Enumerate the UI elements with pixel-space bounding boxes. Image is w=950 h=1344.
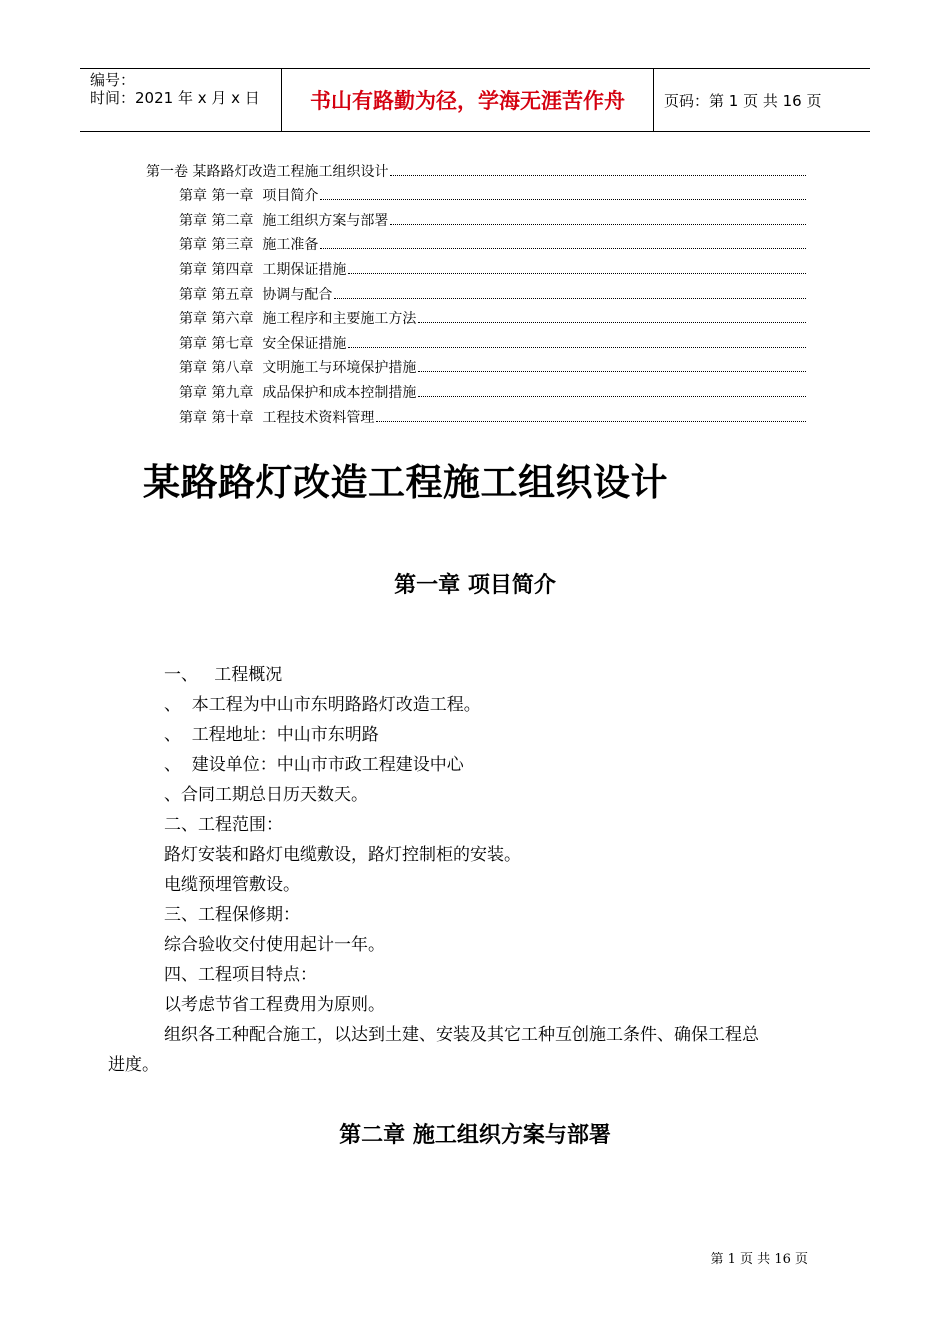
toc-leader-dots bbox=[348, 272, 806, 274]
toc-leader-dots bbox=[418, 370, 806, 372]
toc-entry[interactable] bbox=[146, 328, 806, 353]
toc-leader-dots bbox=[390, 223, 806, 225]
header-motto: 书山有路勤为径，学海无涯苦作舟 bbox=[282, 69, 654, 131]
body-line: 、合同工期总日历天数天。 bbox=[164, 785, 368, 805]
paragraph bbox=[108, 1020, 826, 1080]
toc-leader-dots bbox=[376, 420, 806, 422]
toc-entry[interactable] bbox=[146, 230, 806, 255]
toc-entry[interactable] bbox=[146, 377, 806, 402]
toc-entry[interactable] bbox=[146, 181, 806, 206]
body-line: 、 工程地址：中山市东明路 bbox=[164, 725, 379, 745]
toc-entry[interactable] bbox=[146, 279, 806, 304]
toc-entry[interactable] bbox=[146, 156, 806, 181]
toc-entry[interactable] bbox=[146, 254, 806, 279]
toc-entry-text: 第章 第三章 施工准备 bbox=[179, 237, 319, 254]
toc-leader-dots bbox=[418, 321, 806, 323]
toc-leader-dots bbox=[418, 395, 806, 397]
body-line: 综合验收交付使用起计一年。 bbox=[164, 935, 385, 955]
toc-entry-text: 第章 第九章 成品保护和成本控制措施 bbox=[179, 384, 417, 401]
toc-entry[interactable] bbox=[146, 304, 806, 329]
chapter-2-heading: 第二章 施工组织方案与部署 bbox=[339, 1123, 611, 1148]
toc-entry[interactable] bbox=[146, 353, 806, 378]
toc-entry-text: 第章 第七章 安全保证措施 bbox=[179, 335, 347, 352]
toc-entry-text: 第章 第五章 协调与配合 bbox=[179, 286, 333, 303]
header-meta bbox=[80, 69, 282, 131]
toc-entry-text: 第章 第四章 工期保证措施 bbox=[179, 261, 347, 278]
page-header bbox=[80, 68, 870, 132]
toc-leader-dots bbox=[320, 247, 806, 249]
time-label: 时间：2021 年 x 月 x 日 bbox=[90, 89, 260, 107]
toc-entry-text: 第一卷 某路路灯改造工程施工组织设计 bbox=[146, 163, 389, 180]
toc-entry-text: 第章 第八章 文明施工与环境保护措施 bbox=[179, 360, 417, 377]
document-title: 某路路灯改造工程施工组织设计 bbox=[143, 460, 668, 504]
toc-leader-dots bbox=[348, 346, 806, 348]
body-line: 以考虑节省工程费用为原则。 bbox=[164, 995, 385, 1015]
body-line: 二、工程范围： bbox=[164, 815, 283, 835]
body-line: 路灯安装和路灯电缆敷设，路灯控制柜的安装。 bbox=[164, 845, 521, 865]
body-line: 电缆预埋管敷设。 bbox=[164, 875, 300, 895]
header-page-info: 页码：第 1 页 共 16 页 bbox=[664, 91, 822, 110]
chapter-1-body bbox=[108, 660, 826, 1080]
body-line: 三、工程保修期： bbox=[164, 905, 300, 925]
body-line: 、 本工程为中山市东明路路灯改造工程。 bbox=[164, 695, 481, 715]
body-line: 一、 工程概况 bbox=[164, 665, 283, 685]
paragraph-line: 进度。 bbox=[108, 1055, 159, 1075]
body-line: 四、工程项目特点： bbox=[164, 965, 317, 985]
chapter-1-heading: 第一章 项目简介 bbox=[394, 573, 556, 598]
toc-entry-text: 第章 第二章 施工组织方案与部署 bbox=[179, 212, 389, 229]
toc-leader-dots bbox=[390, 174, 806, 176]
toc-entry[interactable] bbox=[146, 402, 806, 427]
toc-entry-text: 第章 第一章 项目简介 bbox=[179, 188, 319, 205]
toc-leader-dots bbox=[320, 198, 806, 200]
page-footer: 第 1 页 共 16 页 bbox=[710, 1252, 808, 1267]
serial-label: 编号： bbox=[90, 71, 136, 89]
toc-entry-text: 第章 第十章 工程技术资料管理 bbox=[179, 409, 375, 426]
toc-leader-dots bbox=[334, 297, 806, 299]
paragraph-line: 组织各工种配合施工，以达到土建、安装及其它工种互创施工条件、确保工程总 bbox=[164, 1025, 759, 1045]
table-of-contents bbox=[146, 156, 806, 427]
body-line: 、 建设单位：中山市市政工程建设中心 bbox=[164, 755, 464, 775]
toc-entry[interactable] bbox=[146, 205, 806, 230]
toc-entry-text: 第章 第六章 施工程序和主要施工方法 bbox=[179, 311, 417, 328]
